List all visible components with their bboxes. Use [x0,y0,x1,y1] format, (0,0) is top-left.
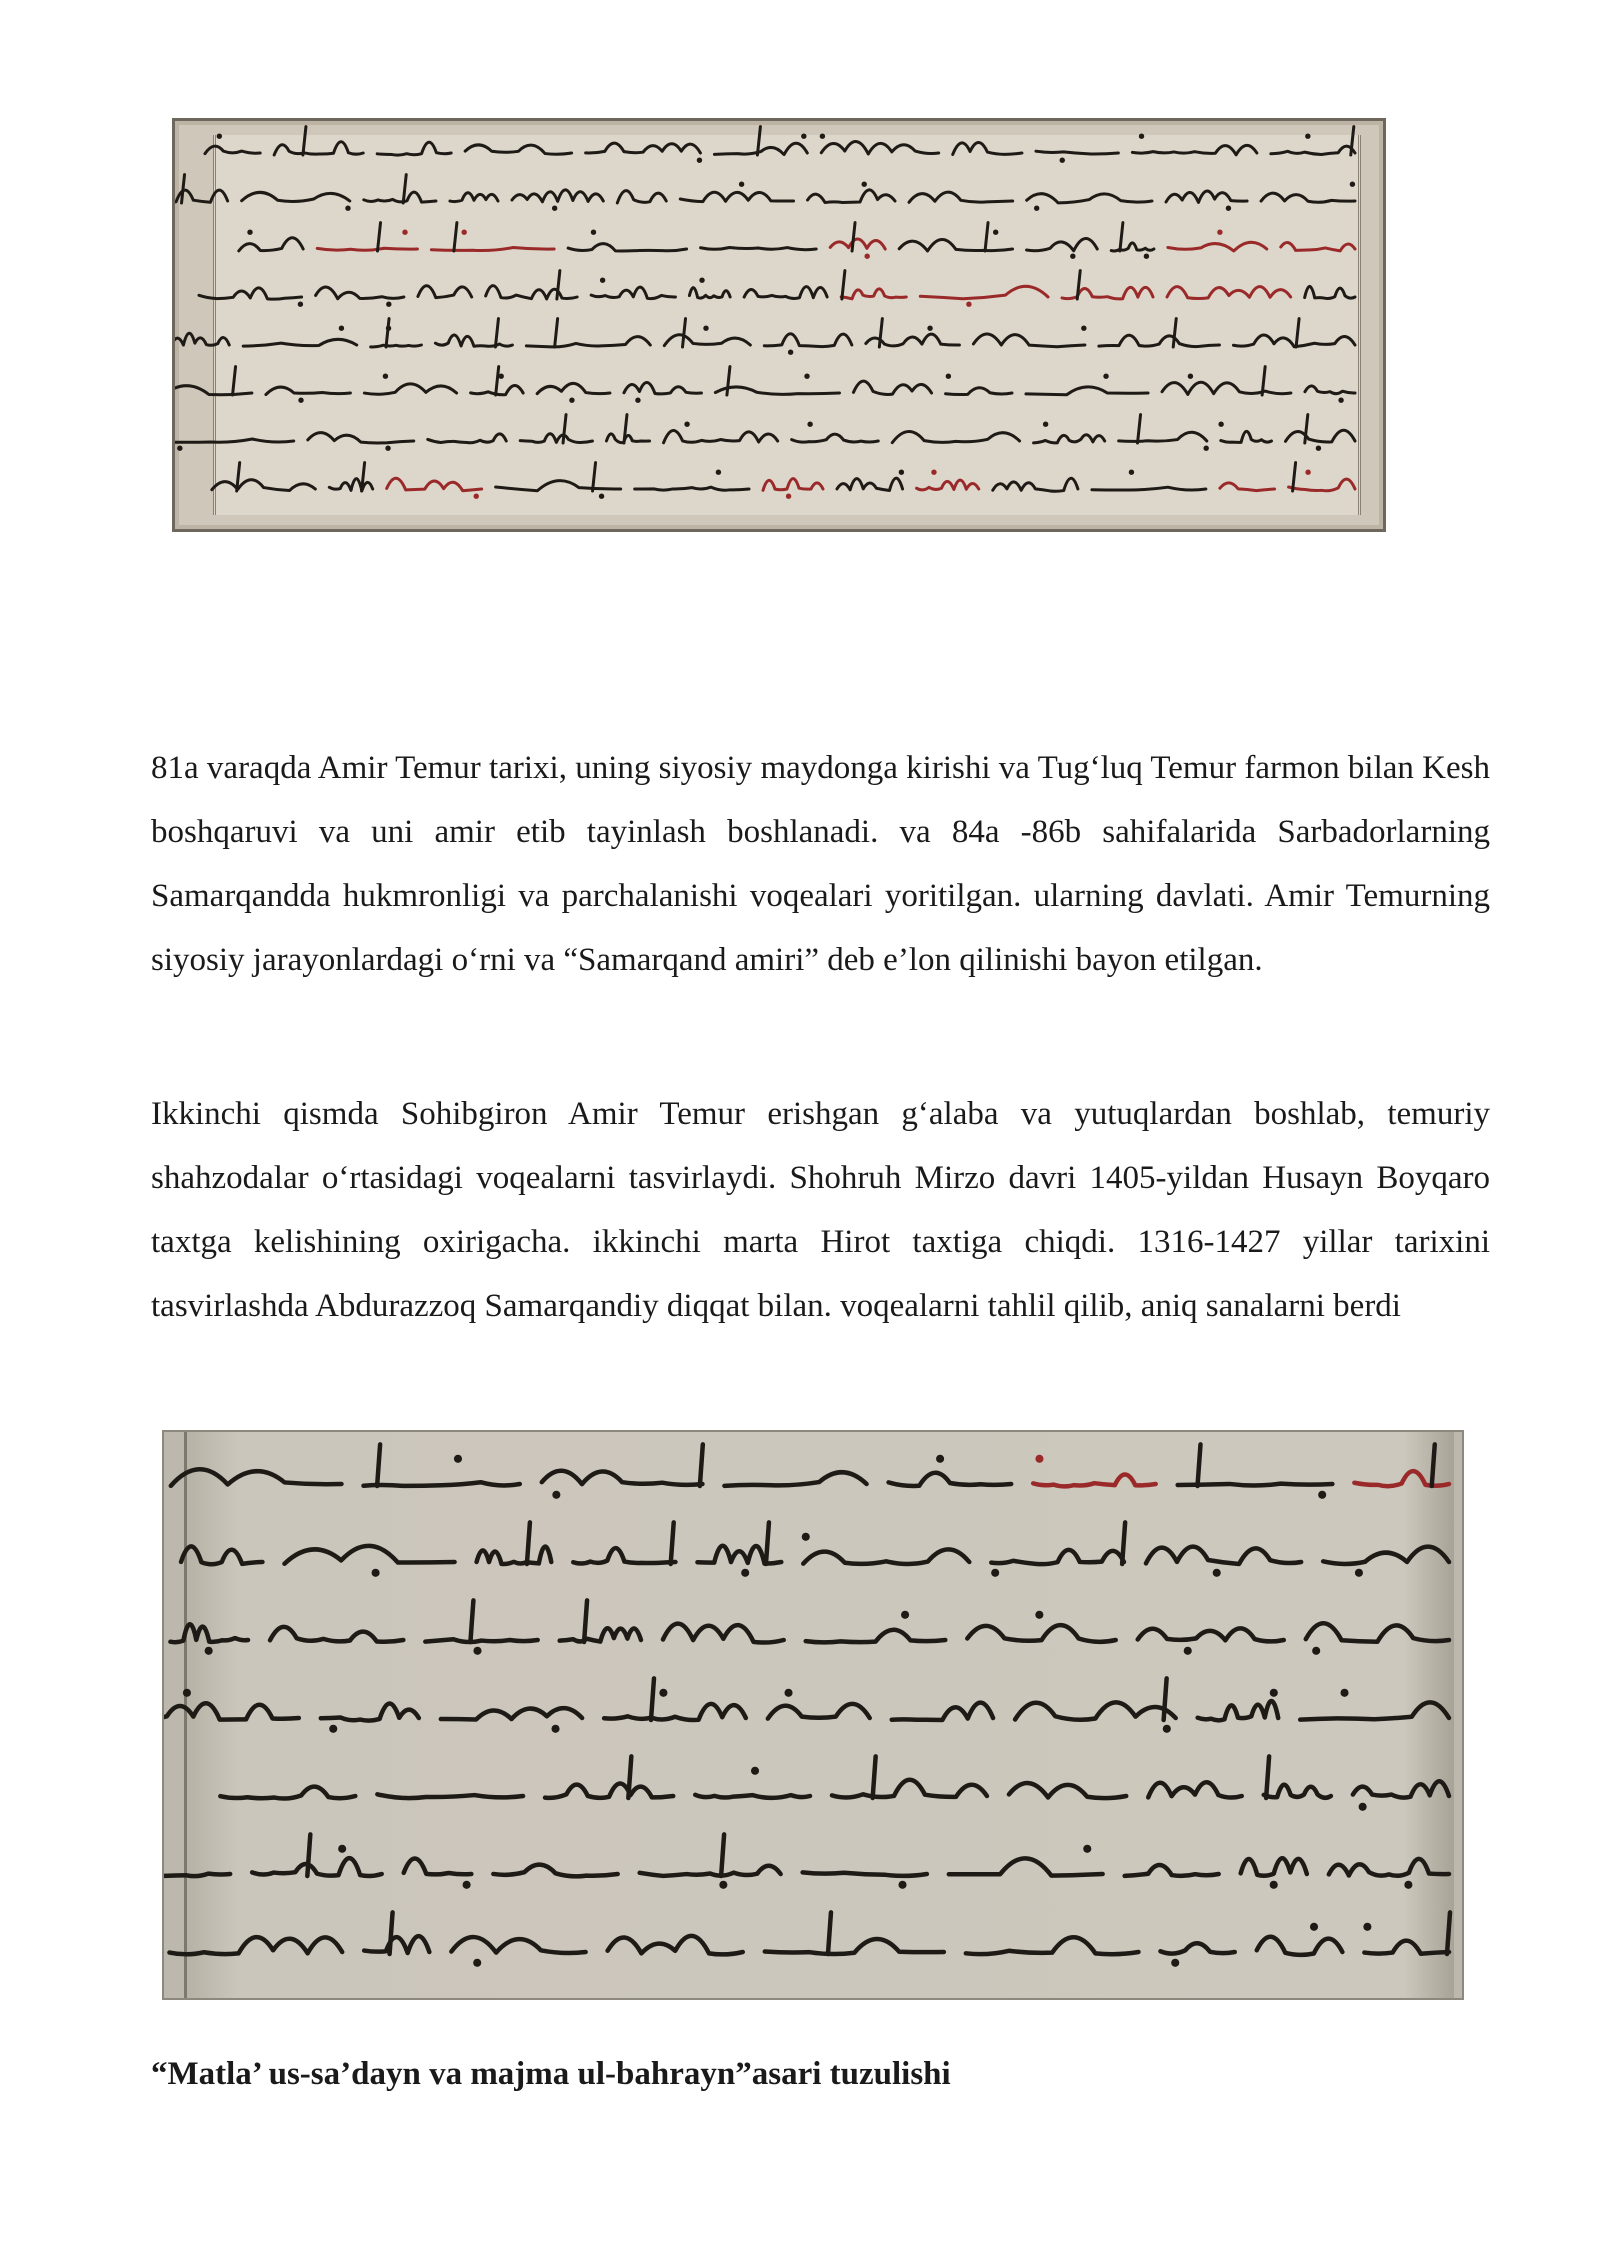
script-line [205,127,1355,163]
script-line [175,415,1355,451]
manuscript-script-bottom [164,1432,1464,2000]
paragraph-2: Ikkinchi qismda Sohibgiron Amir Temur erishgan g‘alaba va yutuqlardan boshlab, temuriy shahzodalar o‘rtasidagi voqealarni tasvirlaydi. Shohruh Mirzo davri 1405-yildan Husayn Boyqaro taxtga kelishining oxirigacha. ikkinchi marta Hirot taxtiga chiqdi. 1316-1427 yillar tarixini tasvirlashda Abdurazzoq Samarqandiy diqqat bilan. voqealarni tahlil qilib, aniq sanalarni berdi [151,1096,1490,1324]
script-line [171,1444,1449,1498]
script-line [175,367,1355,403]
paragraph-1: 81a varaqda Amir Temur tarixi, uning siyosiy maydonga kirishi va Tug‘luq Temur farmon bilan Kesh boshqaruvi va uni amir etib tayinlash boshlanadi. va 84a -86b sahifalarida Sarbadorlarning Samarqandda hukmronligi va parchalanishi voqealari yoritilgan. ularning davlati. Amir Temurning siyosiy jarayonlardagi o‘rni va “Samarqand amiri” deb e’lon qilinishi bayon etilgan. [151,750,1490,978]
script-line [169,1912,1450,1966]
script-line [181,1522,1449,1576]
script-line [164,1678,1449,1732]
script-line [175,319,1355,355]
manuscript-image-bottom [162,1430,1464,2000]
manuscript-script-top [175,121,1386,532]
script-line [239,223,1355,259]
script-line [212,463,1355,499]
script-line [199,271,1355,307]
manuscript-image-top [172,118,1386,532]
section-heading: “Matla’ us-sa’dayn va majma ul-bahrayn”asari tuzulishi [151,2056,951,2092]
script-line [164,1834,1449,1888]
script-line [175,175,1355,211]
script-line [220,1756,1449,1810]
script-line [170,1600,1449,1654]
